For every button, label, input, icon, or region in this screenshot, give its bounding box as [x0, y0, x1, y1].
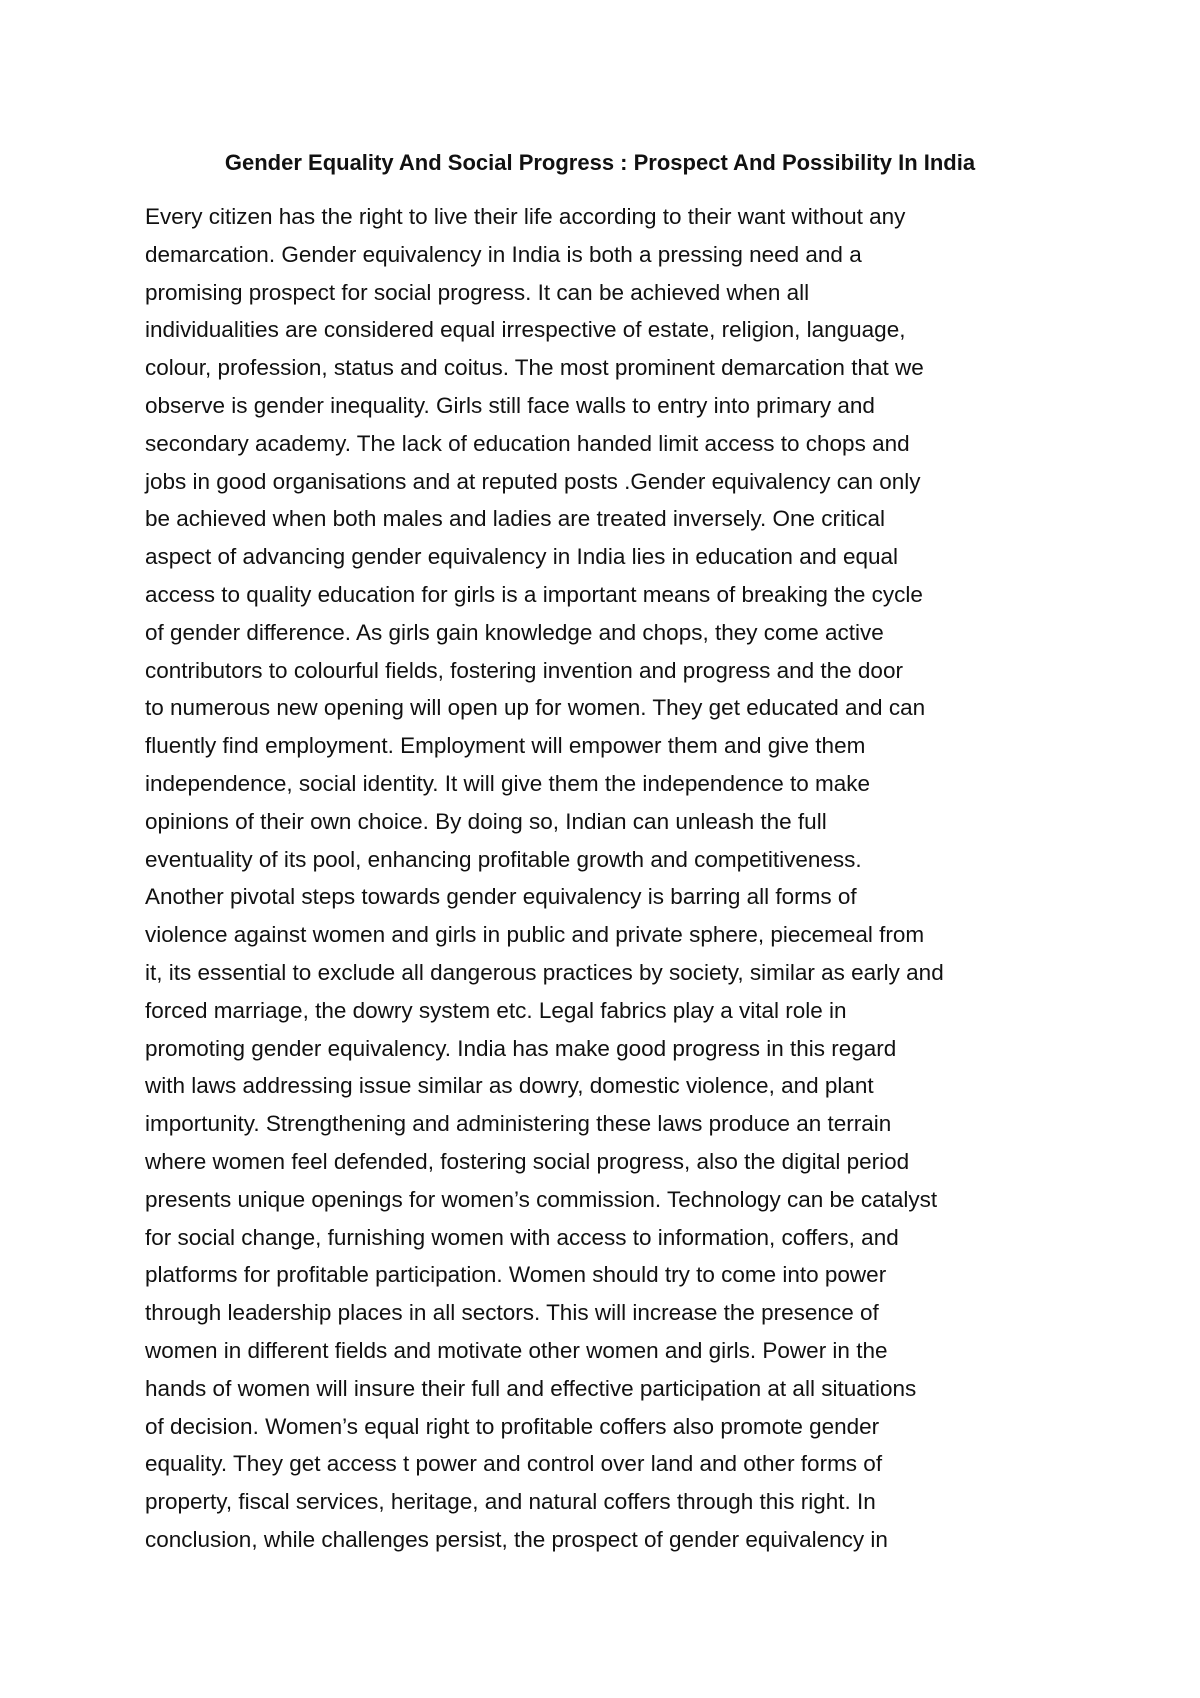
body-text-line: Every citizen has the right to live their life according to their want without any [145, 204, 906, 229]
body-text-line: with laws addressing issue similar as dowry, domestic violence, and plant [145, 1073, 874, 1099]
body-text-line: individualities are considered equal irrespective of estate, religion, language, [145, 317, 906, 343]
body-text-line: be achieved when both males and ladies are treated inversely. One critical [145, 506, 885, 532]
body-text-line: women in different fields and motivate other women and girls. Power in the [145, 1337, 888, 1363]
body-text-line: importunity. Strengthening and administering these laws produce an terrain [145, 1111, 892, 1137]
body-text-line: colour, profession, status and coitus. The most prominent demarcation that we [145, 355, 924, 381]
body-text-line: property, fiscal services, heritage, and natural coffers through this right. In [145, 1489, 876, 1515]
body-text-line: for social change, furnishing women with access to information, coffers, and [145, 1224, 899, 1250]
body-text-line: promising prospect for social progress. It can be achieved when all [145, 279, 810, 305]
body-text-line: secondary academy. The lack of education handed limit access to chops and [145, 430, 910, 456]
body-text-line: forced marriage, the dowry system etc. Legal fabrics play a vital role in [145, 997, 847, 1023]
body-text-line: opinions of their own choice. By doing so, Indian can unleash the full [145, 808, 827, 834]
body-text-line: contributors to colourful fields, fostering invention and progress and the door [145, 657, 903, 683]
body-text-line: aspect of advancing gender equivalency in India lies in education and equal [145, 544, 899, 570]
body-text-line: observe is gender inequality. Girls still face walls to entry into primary and [145, 392, 875, 418]
body-text-line: of gender difference. As girls gain knowledge and chops, they come active [145, 619, 884, 645]
body-text-line: promoting gender equivalency. India has make good progress in this regard [145, 1035, 897, 1061]
body-text-line: presents unique openings for women’s commission. Technology can be catalyst [145, 1186, 938, 1212]
body-text-line: of decision. Women’s equal right to profitable coffers also promote gender [145, 1413, 880, 1439]
body-text-line: to numerous new opening will open up for women. They get educated and can [145, 695, 926, 721]
document-title: Gender Equality And Social Progress : Prospect And Possibility In India [224, 150, 976, 175]
body-text-line: conclusion, while challenges persist, the prospect of gender equivalency in [145, 1526, 888, 1552]
body-text-line: Another pivotal steps towards gender equivalency is barring all forms of [145, 884, 857, 910]
body-text-line: platforms for profitable participation. Women should try to come into power [145, 1262, 887, 1288]
body-text-line: equality. They get access t power and control over land and other forms of [145, 1451, 883, 1477]
body-text-line: it, its essential to exclude all dangerous practices by society, similar as early and [145, 959, 944, 985]
body-text-line: violence against women and girls in public and private sphere, piecemeal from [145, 922, 925, 948]
body-text-line: access to quality education for girls is a important means of breaking the cycle [145, 581, 923, 607]
document-body [145, 198, 1075, 1559]
body-text-line: eventuality of its pool, enhancing profitable growth and competitiveness. [145, 846, 862, 872]
body-text-line: fluently find employment. Employment will empower them and give them [145, 733, 866, 759]
body-text-line: demarcation. Gender equivalency in India is both a pressing need and a [145, 241, 862, 267]
body-text-line: hands of women will insure their full and effective participation at all situations [145, 1375, 917, 1401]
body-text-line: jobs in good organisations and at reputed posts .Gender equivalency can only [145, 468, 921, 494]
body-text-line: independence, social identity. It will give them the independence to make [145, 770, 871, 796]
body-text-line: through leadership places in all sectors. This will increase the presence of [145, 1300, 879, 1326]
body-text-line: where women feel defended, fostering social progress, also the digital period [145, 1148, 910, 1174]
